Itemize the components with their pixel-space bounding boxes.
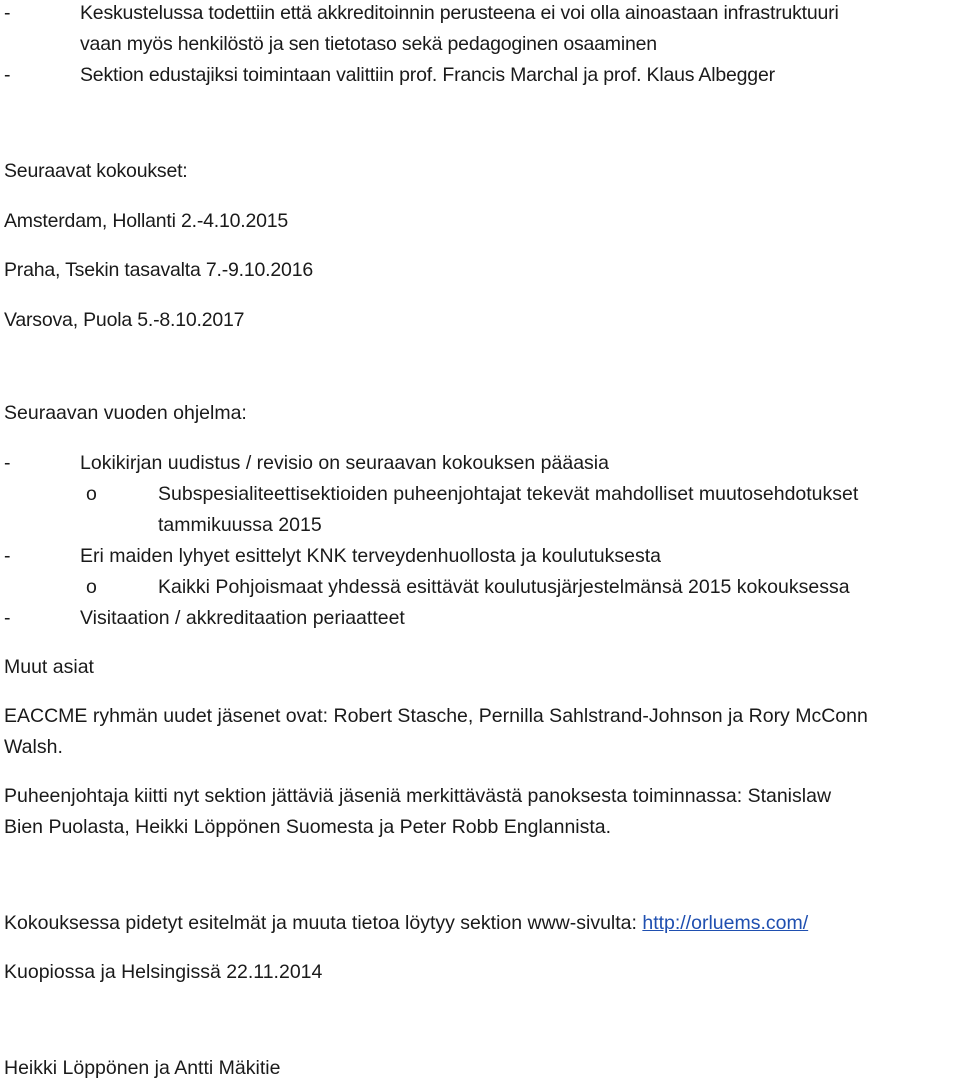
list-dash: - bbox=[4, 452, 11, 474]
list-item-line: vaan myös henkilöstö ja sen tietotaso sekä pedagoginen osaaminen bbox=[80, 33, 657, 55]
sub-bullet: o bbox=[86, 483, 97, 505]
paragraph-line: Walsh. bbox=[4, 736, 63, 758]
program-heading: Seuraavan vuoden ohjelma: bbox=[4, 402, 247, 424]
meeting-item: Praha, Tsekin tasavalta 7.-9.10.2016 bbox=[4, 259, 313, 281]
list-item-line: Sektion edustajiksi toimintaan valittiin prof. Francis Marchal ja prof. Klaus Albegger bbox=[80, 64, 775, 86]
list-item-line: Keskustelussa todettiin että akkreditoinnin perusteena ei voi olla ainoastaan infrastruktuuri bbox=[80, 2, 839, 24]
meeting-item: Varsova, Puola 5.-8.10.2017 bbox=[4, 309, 245, 331]
website-link[interactable]: http://orluems.com/ bbox=[642, 912, 809, 934]
program-item: Visitaation / akkreditaation periaatteet bbox=[80, 607, 405, 629]
list-dash: - bbox=[4, 545, 11, 567]
signatures: Heikki Löppönen ja Antti Mäkitie bbox=[4, 1057, 281, 1079]
meetings-heading: Seuraavat kokoukset: bbox=[4, 160, 188, 182]
paragraph-line: Bien Puolasta, Heikki Löppönen Suomesta ja Peter Robb Englannista. bbox=[4, 816, 612, 838]
program-subitem: Kaikki Pohjoismaat yhdessä esittävät koulutusjärjestelmänsä 2015 kokouksessa bbox=[158, 576, 850, 598]
list-dash: - bbox=[4, 607, 11, 629]
paragraph-line: EACCME ryhmän uudet jäsenet ovat: Robert Stasche, Pernilla Sahlstrand-Johnson ja Rory McConn bbox=[4, 705, 868, 727]
program-item: Eri maiden lyhyet esittelyt KNK terveydenhuollosta ja koulutuksesta bbox=[80, 545, 661, 567]
other-heading: Muut asiat bbox=[4, 656, 94, 678]
meeting-item: Amsterdam, Hollanti 2.-4.10.2015 bbox=[4, 210, 289, 232]
program-subitem-line: tammikuussa 2015 bbox=[158, 514, 322, 536]
info-text: Kokouksessa pidetyt esitelmät ja muuta tietoa löytyy sektion www-sivulta: bbox=[4, 912, 643, 934]
list-dash: - bbox=[4, 2, 11, 24]
place-date: Kuopiossa ja Helsingissä 22.11.2014 bbox=[4, 961, 323, 983]
program-subitem-line: Subspesialiteettisektioiden puheenjohtajat tekevät mahdolliset muutosehdotukset bbox=[158, 483, 859, 505]
info-line bbox=[4, 908, 808, 939]
list-dash: - bbox=[4, 64, 11, 86]
paragraph-line: Puheenjohtaja kiitti nyt sektion jättäviä jäseniä merkittävästä panoksesta toiminnassa: Stanislaw bbox=[4, 785, 832, 807]
program-item: Lokikirjan uudistus / revisio on seuraavan kokouksen pääasia bbox=[80, 452, 609, 474]
sub-bullet: o bbox=[86, 576, 97, 598]
